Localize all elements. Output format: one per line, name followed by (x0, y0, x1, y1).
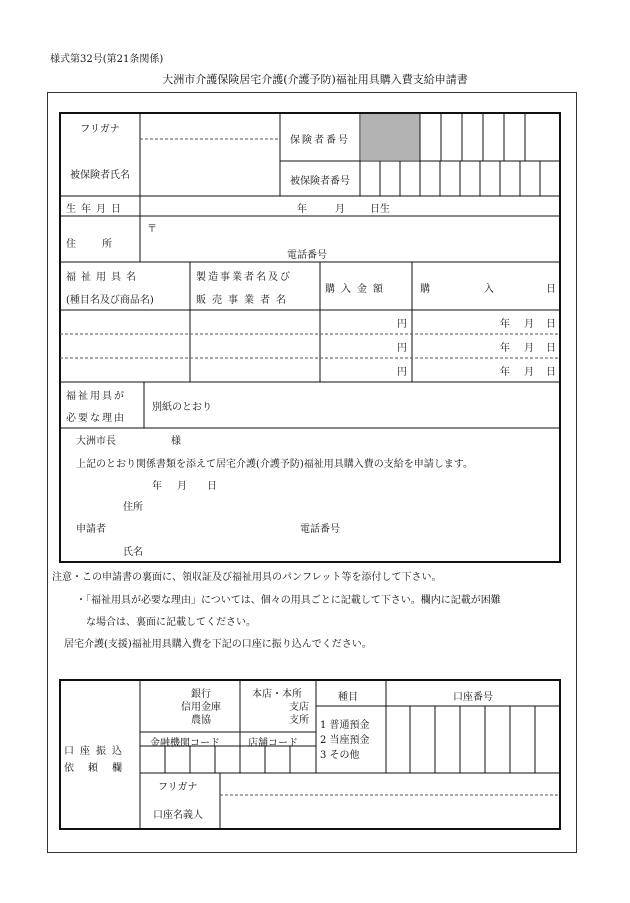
reason-label-2: 必要な理由 (66, 413, 126, 424)
bank-type-nokyo: 農協 (191, 715, 211, 726)
row2-year: 年 (500, 343, 510, 354)
row2-month: 月 (524, 343, 534, 354)
account-type-label: 種目 (338, 692, 358, 703)
holder-furigana-input[interactable] (222, 775, 558, 793)
branch-type-main: 本店・本所 (252, 689, 302, 700)
equipment-name-header: 福祉用具名 (66, 272, 141, 283)
honorific: 様 (171, 436, 181, 447)
insured-name-input[interactable] (142, 141, 278, 194)
application-statement: 上記のとおり関係書類を添えて居宅介護(介護予防)福祉用具購入費の支給を申請します。 (76, 459, 474, 470)
row2-yen: 円 (397, 343, 407, 354)
row3-day: 日 (546, 367, 556, 378)
branch-code-label: 店舗コード (248, 738, 298, 749)
postal-mark: 〒 (147, 224, 157, 235)
row3-yen: 円 (397, 367, 407, 378)
application-year-unit: 年 (152, 481, 162, 492)
account-type-checking: 2 当座預金 (320, 735, 370, 746)
row1-yen: 円 (397, 319, 407, 330)
address-label: 住 所 (66, 239, 120, 250)
furigana-input[interactable] (142, 115, 278, 137)
birth-day-unit: 日生 (370, 204, 390, 215)
bank-section-label-2: 依頼欄 (64, 763, 136, 774)
account-holder-label: 口座名義人 (153, 810, 203, 821)
account-holder-input[interactable] (222, 797, 558, 827)
application-month-unit: 月 (177, 481, 187, 492)
applicant-label: 申請者 (76, 524, 106, 535)
birth-year-unit: 年 (297, 204, 307, 215)
form-number: 様式第32号(第21条関係) (50, 54, 164, 65)
branch-type-branch: 支店 (289, 702, 309, 713)
holder-furigana-label: フリガナ (158, 782, 198, 793)
bank-code-label: 金融機関コード (150, 738, 220, 749)
birthdate-label: 生年月日 (66, 204, 126, 215)
equipment-name-subheader: (種目名及び商品名) (66, 295, 154, 306)
applicant-name-label: 氏名 (123, 547, 143, 558)
row2-day: 日 (546, 343, 556, 354)
insured-name-label: 被保険者氏名 (70, 170, 130, 181)
note-line-1: 注意・この申請書の裏面に、領収証及び福祉用具のパンフレット等を添付して下さい。 (52, 572, 442, 583)
note-line-3: な場合は、裏面に記載してください。 (86, 617, 256, 628)
application-day-unit: 日 (207, 481, 217, 492)
addressee: 大洲市長 (76, 436, 116, 447)
manufacturer-header: 製造事業者名及び (196, 272, 292, 283)
applicant-phone-label: 電話番号 (300, 524, 340, 535)
row3-year: 年 (500, 367, 510, 378)
bank-type-shinkin: 信用金庫 (181, 702, 221, 713)
branch-type-office: 支所 (289, 715, 309, 726)
applicant-address-label: 住所 (123, 502, 143, 513)
reason-label-1: 福祉用具が (66, 391, 126, 402)
account-number-label: 口座番号 (453, 692, 493, 703)
purchase-date-header-3: 日 (546, 284, 556, 295)
seller-header: 販売事業者名 (196, 295, 292, 306)
account-type-ordinary: 1 普通預金 (320, 720, 370, 731)
insurer-number-label: 保険者番号 (290, 135, 350, 146)
reason-value: 別紙のとおり (152, 402, 212, 413)
form-title: 大洲市介護保険居宅介護(介護予防)福祉用具購入費支給申請書 (162, 73, 468, 86)
bank-section-label-1: 口座振込 (64, 746, 128, 757)
row1-month: 月 (524, 319, 534, 330)
bank-type-bank: 銀行 (191, 689, 211, 700)
row3-month: 月 (524, 367, 534, 378)
note-line-4: 居宅介護(支援)福祉用具購入費を下記の口座に振り込んでください。 (64, 639, 372, 650)
address-phone-label: 電話番号 (287, 250, 327, 261)
account-type-other: 3 その他 (320, 750, 360, 761)
furigana-label: フリガナ (80, 124, 120, 135)
insurer-number-shaded-cell (361, 114, 420, 160)
insured-number-label: 被保険者番号 (290, 176, 350, 187)
purchase-amount-header: 購入金額 (325, 284, 389, 295)
purchase-date-header-2: 入 (484, 284, 494, 295)
note-line-2: ・「福祉用具が必要な理由」については、個々の用具ごとに記載して下さい。欄内に記載が困難 (76, 595, 501, 606)
purchase-date-header-1: 購 (420, 284, 430, 295)
row1-day: 日 (546, 319, 556, 330)
row1-year: 年 (500, 319, 510, 330)
birth-month-unit: 月 (335, 204, 345, 215)
